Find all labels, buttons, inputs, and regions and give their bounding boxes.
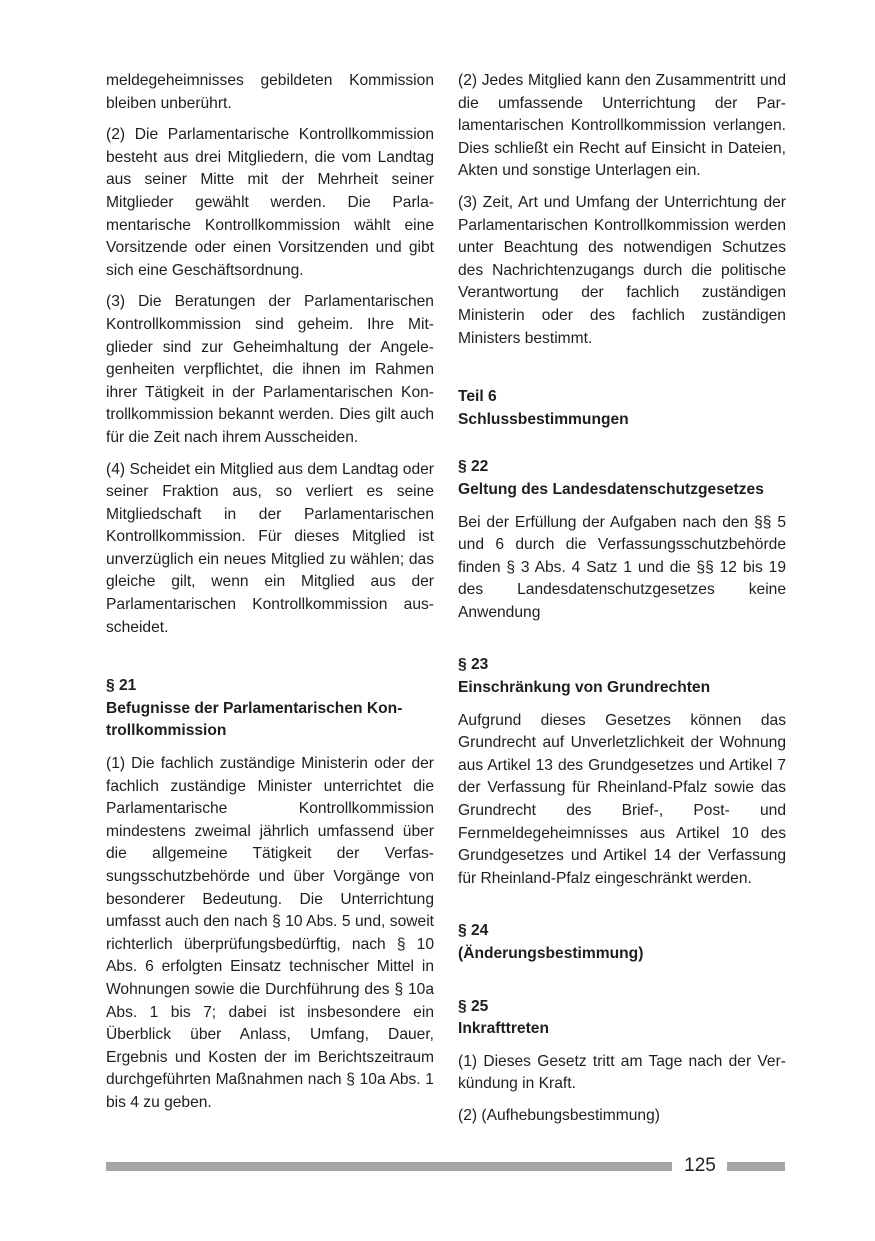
paragraph-s20-2: (2) Die Parlamentarische Kontrollkommission besteht aus drei Mitgliedern, die vom Landtag aus seiner Mitte mit der Mehrheit seiner Mitglieder gewählt werden. Die Parlamentarische Kontrollkommission wählt eine Vorsitzende oder einen Vorsitzenden und gibt sich eine Geschäftsordnung. [106, 126, 434, 279]
part-6-title: Schlussbestimmungen [458, 410, 629, 428]
section-21-heading [106, 675, 434, 743]
section-21-number: § 21 [106, 677, 137, 695]
section-22-heading [458, 456, 786, 501]
section-25-number: § 25 [458, 997, 489, 1015]
paragraph-s20-4: (4) Scheidet ein Mitglied aus dem Landtag oder seiner Fraktion aus, so verliert es seine Mitgliedschaft in der Parlamentarischen Kontrollkommission. Für dieses Mitglied ist unverzüglich ein neues Mitglied zu wählen; das gleiche gilt, wenn ein Mitglied aus der Parlamentarischen Kontrollkommission ausscheidet. [106, 460, 434, 636]
paragraph-s20-3: (3) Die Beratungen der Parlamentarischen Kontrollkommission sind geheim. Ihre Mitglieder sind zur Geheimhaltung der Angelegenheiten verpflichtet, die ihnen im Rahmen ihrer Tätigkeit in der Parlamentarischen Kontrollkommission bekannt werden. Dies gilt auch für die Zeit nach ihrem Ausscheiden. [106, 293, 434, 446]
page-number: 125 [684, 1155, 716, 1176]
section-25-title: Inkrafttreten [458, 1020, 549, 1038]
paragraph-s23: Aufgrund dieses Gesetzes können das Grundrecht auf Unverletzlichkeit der Wohnung aus Artikel 13 des Grundgesetzes und Artikel 7 der Verfassung für Rheinland-Pfalz sowie das Grundrecht des Brief-, Post- und Fernmeldegeheimnisses aus Artikel 10 des Grundgesetzes und Artikel 14 der Verfassung für Rheinland-Pfalz eingeschränkt werden. [458, 711, 786, 887]
paragraph-s25-1: (1) Dieses Gesetz tritt am Tage nach der Verkündung in Kraft. [458, 1052, 786, 1093]
part-6-heading [458, 386, 786, 431]
paragraph-continuation: meldegeheimnisses gebildeten Kommission bleiben unberührt. [106, 72, 434, 112]
paragraph-s21-3: (3) Zeit, Art und Umfang der Unterrichtung der Parlamentarischen Kontrollkommission werden unter Beachtung des notwendigen Schutzes des Nachrichtenzugangs durch die politische Verantwortung der fachlich zuständigen Ministerin oder des fachlich zuständigen Ministers bestimmt. [458, 193, 786, 347]
footer-rule-right [727, 1162, 785, 1171]
paragraph-s25-2: (2) (Aufhebungsbestimmung) [458, 1106, 660, 1124]
section-23-title: Einschränkung von Grundrechten [458, 679, 711, 697]
paragraph-s22: Bei der Erfüllung der Aufgaben nach den §§ 5 und 6 durch die Verfassungsschutzbehörde finden § 3 Abs. 4 Satz 1 und die §§ 12 bis 19 des Landesdatenschutzgesetzes keine Anwendung [458, 513, 786, 621]
right-column [458, 70, 786, 1137]
section-24-heading [458, 920, 786, 965]
section-24-number: § 24 [458, 922, 489, 940]
section-23-heading [458, 654, 786, 699]
footer-rule-left [106, 1162, 672, 1171]
section-22-number: § 22 [458, 458, 489, 476]
paragraph-s21-2: (2) Jedes Mitglied kann den Zusammentritt und die umfassende Unterrichtung der Parlamentarischen Kontrollkommission verlangen. Dies schließt ein Recht auf Einsicht in Dateien, Akten und sonstige Unterlagen ein. [458, 72, 786, 180]
section-24-title: (Änderungsbestimmung) [458, 945, 644, 962]
section-21-title: Befugnisse der Parlamentarischen Kontrollkommission [106, 699, 403, 740]
left-column [106, 70, 434, 1124]
part-6-number: Teil 6 [458, 388, 497, 406]
section-22-title: Geltung des Landesdatenschutzgesetzes [458, 480, 764, 498]
paragraph-s21-1: (1) Die fachlich zuständige Ministerin oder der fachlich zuständige Minister unterrichtet die Parlamentarische Kontrollkommission mindestens zweimal jährlich umfassend über die allgemeine Tätigkeit der Verfassungsschutzbehörde und über Vorgänge von besonderer Bedeutung. Die Unterrichtung umfasst auch den nach § 10 Abs. 5 und, soweit richterlich überprüfungsbedürftig, nach § 10 Abs. 6 erfolgten Einsatz technischer Mittel in Wohnungen sowie die Durchführung des § 10a Abs. 1 bis 7; dabei ist insbesondere ein Überblick über Anlass, Umfang, Dauer, Ergebnis und Kosten der im Berichtszeitraum durchgeführten Maßnahmen nach § 10a Abs. 1 bis 4 zu geben. [106, 755, 434, 1111]
section-25-heading [458, 996, 786, 1041]
section-23-number: § 23 [458, 656, 489, 674]
